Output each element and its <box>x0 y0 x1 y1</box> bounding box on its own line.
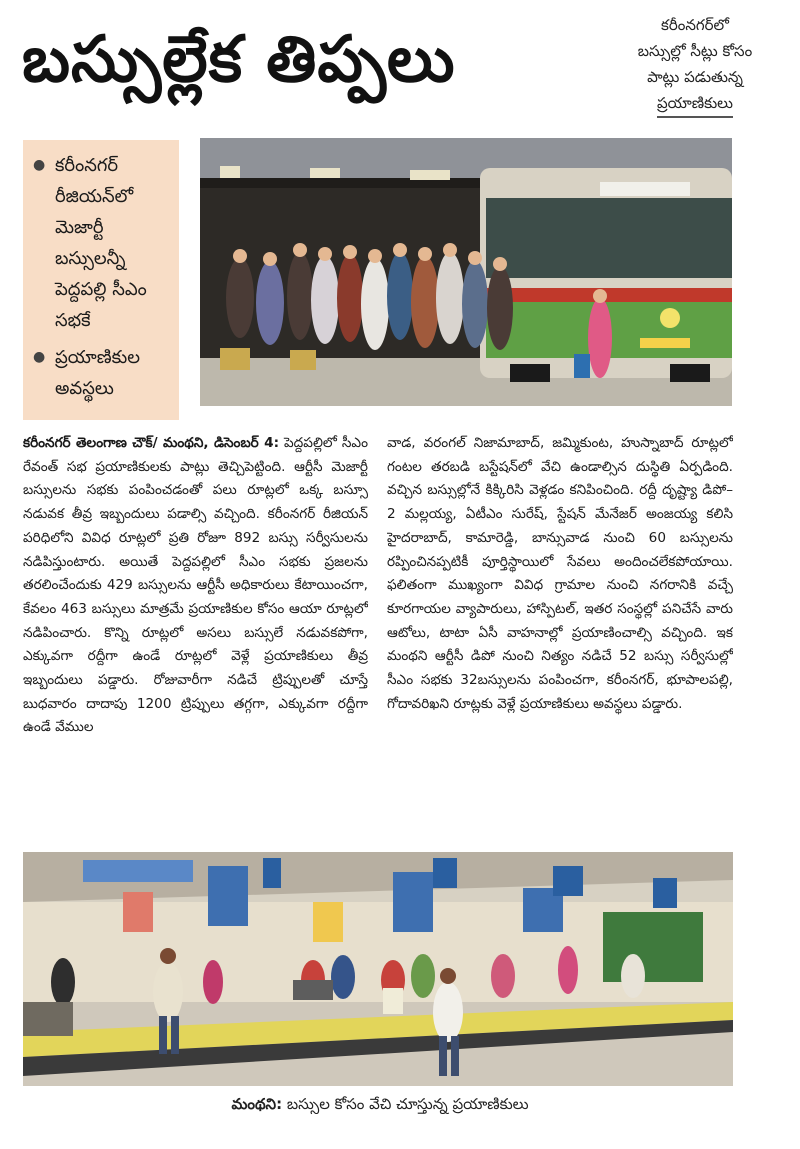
caption-place: మంథని: <box>231 1095 283 1113</box>
deck-line-2: బస్సుల్లో సీట్లు కోసం <box>637 42 753 60</box>
deck-line-4: ప్రయాణికులు <box>657 90 733 118</box>
highlight-item <box>33 150 173 336</box>
crowd-photo-illustration <box>200 138 732 406</box>
bus-stand-crowd-photo <box>200 138 732 406</box>
deck-line-1: కరీంనగర్‌లో <box>661 16 729 34</box>
article-dateline: కరీంనగర్ తెలంగాణ చౌక్/ మంథని, డిసెంబర్ 4: <box>23 435 280 451</box>
manthani-bus-station-photo <box>23 852 733 1086</box>
caption-text: బస్సుల కోసం వేచి చూస్తున్న ప్రయాణికులు <box>282 1095 529 1113</box>
bullet-icon: ● <box>33 157 46 173</box>
deck-line-3: పాట్లు పడుతున్న <box>647 68 743 86</box>
article-column-left <box>23 432 368 832</box>
highlights-box <box>23 140 179 420</box>
highlight-text: ప్రయాణికుల అవస్థలు <box>55 347 140 399</box>
article-column-right: వాడ, వరంగల్ నిజామాబాద్, జమ్మికుంట, హుస్నాబాద్ రూట్లలో గంటల తరబడి బస్టేషన్‌లో వేచి ఉండాల్సిన దుస్థితి ఏర్పడింది. వచ్చిన బస్సుల్లోనే కిక్కిరిసి వెళ్లడం కనిపించింది. రద్దీ దృష్ట్యా డిపో–2 మల్లయ్య, ఏటీఎం సురేష్, స్టేషన్ మేనేజర్ అంజయ్య కలిసి హైదరాబాద్, కామారెడ్డి, బాన్సువాడ నుంచి 60 బస్సులను రప్పించినప్పటికీ పూర్తిస్థాయిలో సేవలు అందించలేకపోయాయి. ఫలితంగా ముఖ్యంగా వివిధ గ్రామాల నుంచి నగరానికి వచ్చే కూరగాయల వ్యాపారులు, హాస్పిటల్, ఇతర సంస్థల్లో పనిచేసే వారు ఆటోలు, టాటా ఏసీ వాహనాల్లో ప్రయాణించాల్సి వచ్చింది. ఇక మంథని ఆర్టీసీ డిపో నుంచి నిత్యం నడిచే 52 బస్సు సర్వీసుల్లో సీఎం సభకు 32బస్సులను పంపించగా, కరీంనగర్, భూపాలపల్లి, గోదావరిఖని రూట్లకు వెళ్లే ప్రయాణికులు అవస్థలు పడ్డారు. <box>387 435 733 712</box>
highlight-item <box>33 342 173 404</box>
highlight-text: కరీంనగర్ రీజియన్‌లో మెజార్టీ బస్సులన్నీ పెద్దపల్లి సీఎం సభకే <box>55 155 147 331</box>
article-text-left: పెద్దపల్లిలో సీఎం రేవంత్ సభ ప్రయాణికులకు పాట్లు తెచ్చిపెట్టింది. ఆర్టీసీ మెజార్టీ బస్సులను సభకు పంపించడంతో పలు రూట్లలో ఒక్క బస్సూ నడువక తీవ్ర ఇబ్బందులు పడాల్సి వచ్చింది. కరీంనగర్ రీజియన్ పరిధిలోని వివిధ రూట్లలో ప్రతి రోజూ 892 బస్సు సర్వీసులను నడిపిస్తుంటారు. అయితే పెద్దపల్లిలో సీఎం సభకు ప్రజలను తరలించేందుకు 429 బస్సులను ఆర్టీసీ అధికారులు కేటాయించగా, కేవలం 463 బస్సులు మాత్రమే ప్రయాణికుల కోసం ఆయా రూట్లలో నడిపించారు. కొన్ని రూట్లలో అసలు బస్సులే నడువకపోగా, ఎక్కువగా రద్దీగా ఉండే రూట్లలో వెళ్లే ప్రయాణికులు తీవ్ర ఇబ్బందులు పడ్డారు. రోజువారీగా నడిచే ట్రిప్పులతో చూస్తే బుధవారం దాదాపు 1200 ట్రిప్పులు తగ్గగా, ఎక్కువగా రద్దీగా ఉండే వేముల <box>23 435 368 736</box>
headline: బస్సుల్లేక తిప్పలు <box>22 23 456 97</box>
deck <box>600 12 790 118</box>
bullet-icon: ● <box>33 349 46 365</box>
photo-caption <box>120 1093 640 1115</box>
bus-station-photo-illustration <box>23 852 733 1086</box>
